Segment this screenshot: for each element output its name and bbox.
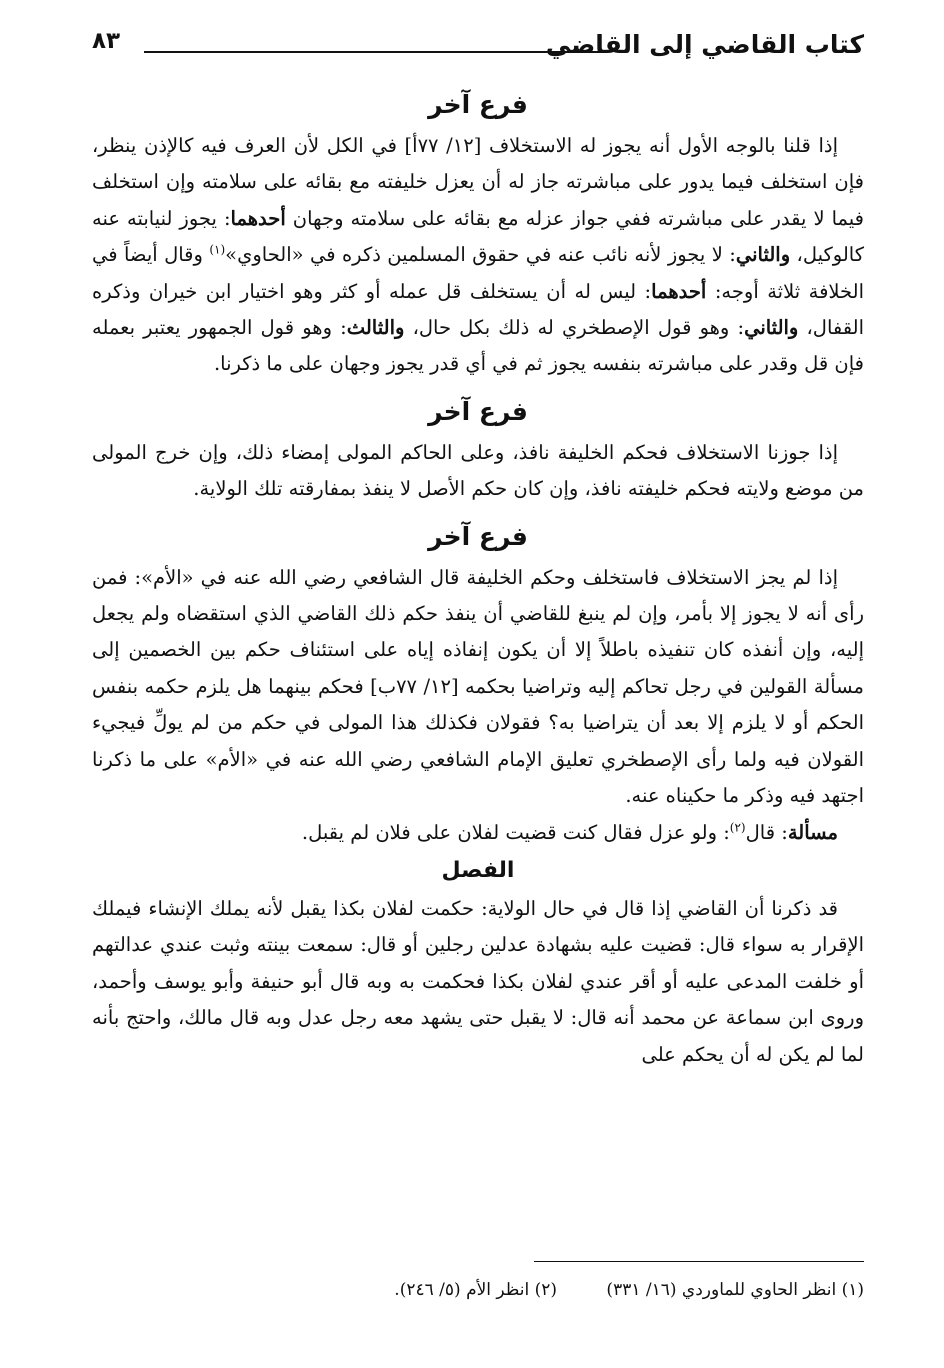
text-run: : لا يجوز لأنه نائب عنه في حقوق المسلمين ذكره في «الحاوي» bbox=[225, 243, 736, 267]
footnote-2: (٢) انظر الأم (٥/ ٢٤٦). bbox=[394, 1280, 558, 1300]
text-run: إذا قلنا بالوجه الأول أنه يجوز له الاستخلاف [١٢/ ٧٧أ] في الكل لأن العرف فيه كالإذن ينظر، فإن استخلف فيما يدور على مباشرته جاز له أن يعزل خليفته مع بقائه على سلامته وإن استخلف فيما لا يقدر على مباشرته ففي جواز عزله مع بقائه على سلامته وجهان bbox=[92, 134, 865, 230]
footnote-marker: (٢) bbox=[729, 820, 746, 834]
text-run: : ولو عزل فقال كنت قضيت لفلان على فلان لم يقبل. bbox=[301, 820, 730, 844]
footnotes bbox=[92, 1277, 864, 1303]
body-text bbox=[92, 82, 864, 1073]
text-run: إذا لم يجز الاستخلاف فاستخلف وحكم الخليفة قال الشافعي رضي الله عنه في «الأم»: فمن رأى أنه لا يجوز إلا بأمر، وإن لم ينبغ للقاضي أن ينفذ حكم ذلك القاضي الذي استقضاه ولم يجعل إليه، وإن أنفذه كان تنفيذه باطلاً إلا أن يكون إنفاذه إياه على استئناف حكم بين الخصمين إلى مسألة القولين في رجل تحاكم إليه وتراضيا بحكمه [١٢/ ٧٧ب] فحكم بينهما هل يلزم حكمه بنفس الحكم أو لا يلزم إلا بعد أن يتراضيا به؟ فقولان فكذلك هذا المولى في حكم من لم يولِّ فيجيء القولان فيه ولما رأى الإصطخري تعليق الإمام الشافعي رضي الله عنه في «الأم» على ما ذكرنا اجتهد فيه وذكر ما حكيناه عنه. bbox=[92, 565, 864, 808]
masala-line bbox=[92, 815, 864, 851]
footnote-rule bbox=[534, 1261, 864, 1262]
text-run: : وهو قول الجمهور يعتبر بعمله فإن قل وقدر على مباشرته بنفسه يجوز ثم في أي قدر يجوز وجهان على ما ذكرنا. bbox=[92, 316, 864, 376]
text-run: قد ذكرنا أن القاضي إذا قال في حال الولاية: حكمت لفلان بكذا يقبل لأنه يملك الإنشاء فيملك الإقرار به سواء قال: قضيت عليه بشهادة عدلين رجلين أو قال: سمعت بينته وثبت عندي عدالتهم أو خلفت المدعى عليه أو أقر عندي لفلان بكذا فحكمت به وبه قال أبو حنيفة وأبو يوسف وأحمد، وروى ابن سماعة عن محمد أنه قال: لا يقبل حتى يشهد معه رجل عدل وبه قال مالك، واحتج بأنه لما لم يكن له أن يحكم على bbox=[92, 896, 864, 1066]
paragraph bbox=[92, 891, 864, 1073]
section-heading: فرع آخر bbox=[428, 396, 528, 426]
text-run: : قال bbox=[745, 820, 788, 844]
paragraph bbox=[92, 435, 864, 508]
footnote-marker: (١) bbox=[209, 242, 226, 257]
text-run: : يجوز لنيابته عنه كالوكيل، bbox=[92, 206, 864, 267]
running-header bbox=[92, 26, 864, 76]
section-heading: فرع آخر bbox=[428, 521, 528, 551]
header-rule bbox=[144, 51, 602, 53]
paragraph bbox=[92, 560, 864, 815]
bold-term: مسألة bbox=[787, 820, 838, 844]
bold-term: والثاني bbox=[744, 316, 799, 340]
text-run: إذا جوزنا الاستخلاف فحكم الخليفة نافذ، وعلى الحاكم المولى إمضاء ذلك، وإن خرج المولى من موضع ولايته فحكم خليفته نافذ، وإن كان حكم الأصل لا ينفذ بمفارقته تلك الولاية. bbox=[92, 440, 864, 501]
text-run: : وهو قول الإصطخري له ذلك بكل حال، bbox=[404, 316, 745, 340]
footnote-1: (١) انظر الحاوي للماوردي (١٦/ ٣٣١) bbox=[606, 1280, 864, 1300]
book-title: كتاب القاضي إلى القاضي bbox=[545, 30, 864, 59]
section-heading: فرع آخر bbox=[428, 90, 528, 119]
section-heading: الفصل bbox=[441, 857, 515, 883]
text-run: : ليس له أن يستخلف قل عمله أو كثر وهو اختيار ابن خيران وذكره القفال، bbox=[92, 279, 864, 340]
page-number: ٨٣ bbox=[92, 28, 121, 54]
paragraph bbox=[92, 128, 864, 383]
bold-term: أحدهما bbox=[651, 279, 707, 303]
bold-term: أحدهما bbox=[230, 206, 286, 230]
text-run: وقال أيضاً في الخلافة ثلاثة أوجه: bbox=[92, 243, 865, 303]
bold-term: والثالث bbox=[346, 316, 405, 340]
bold-term: والثاني bbox=[735, 243, 791, 267]
